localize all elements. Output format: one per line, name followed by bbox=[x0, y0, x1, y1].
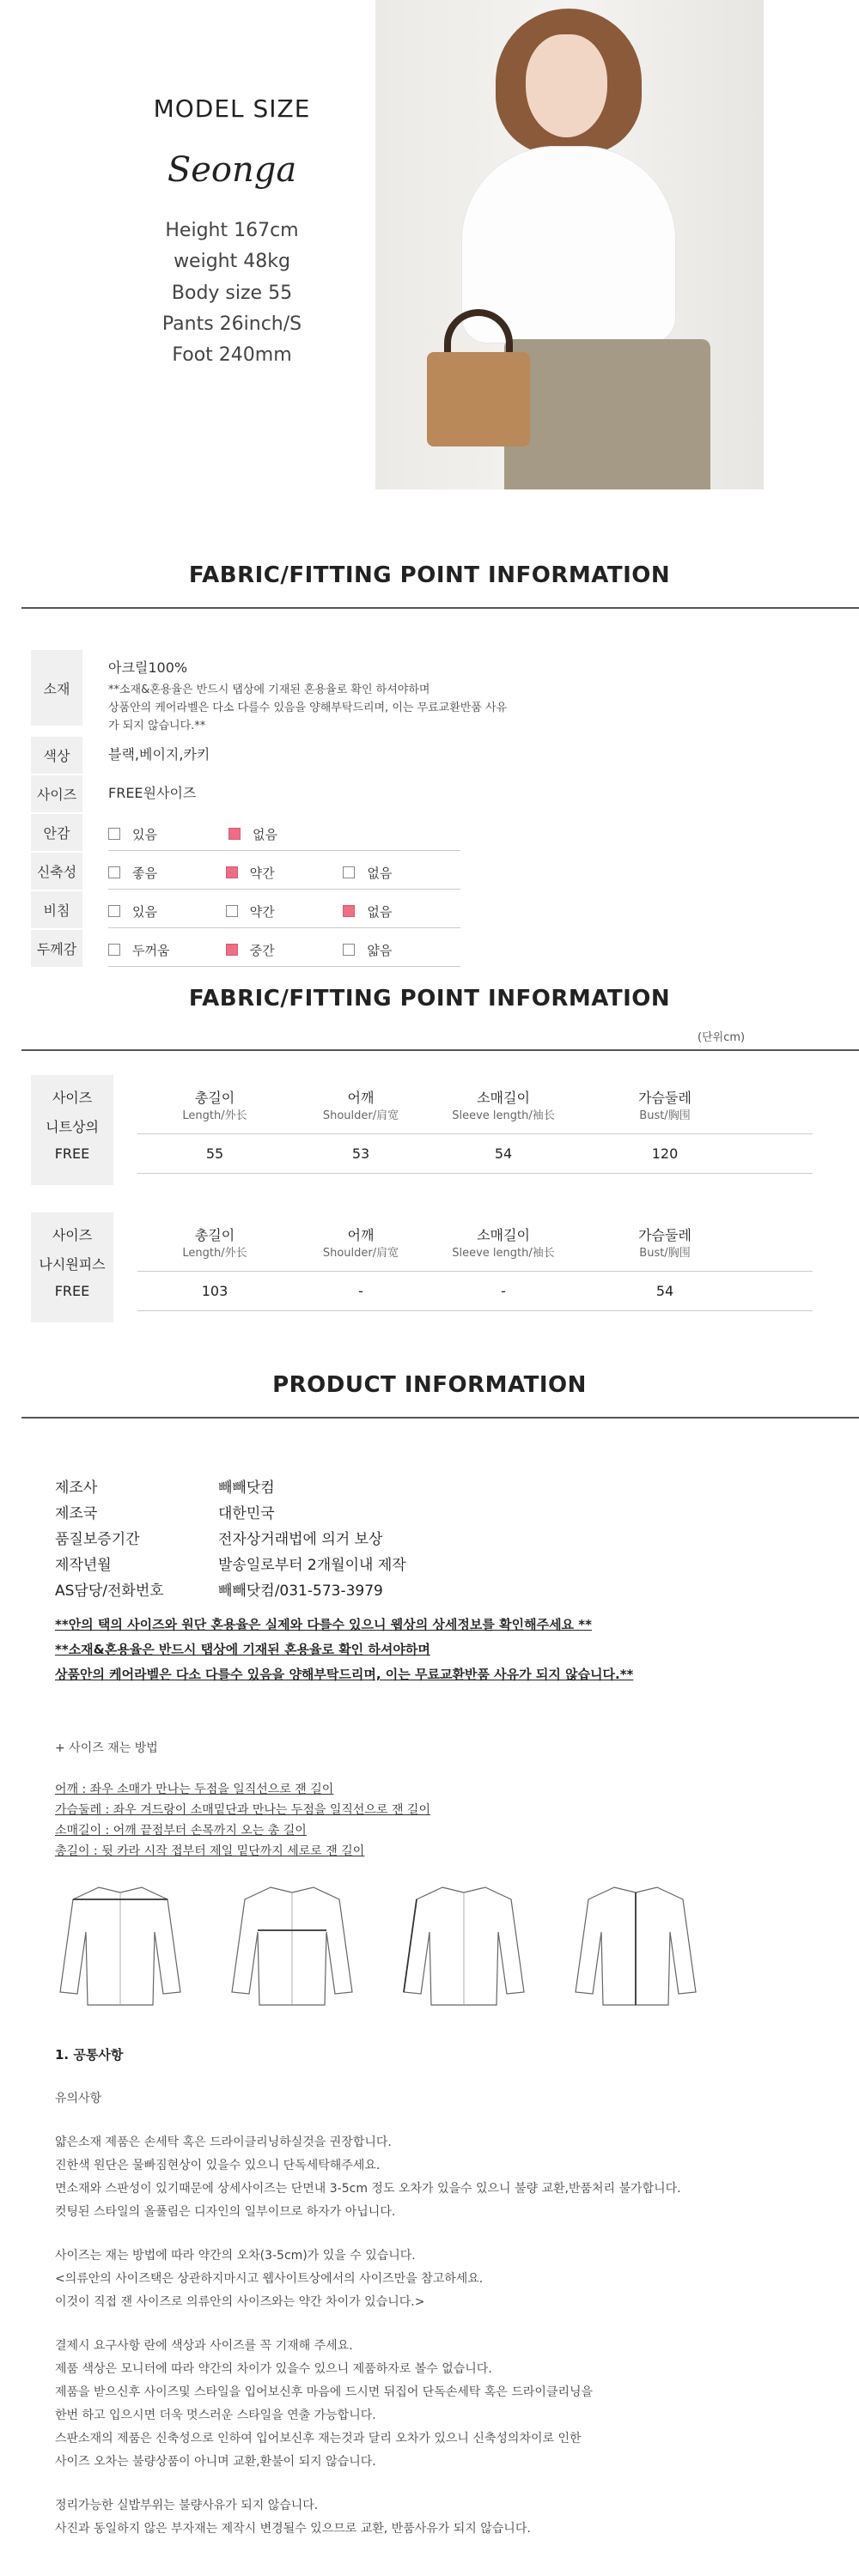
option[interactable]: 있음 bbox=[108, 823, 228, 845]
col-subheader: Sleeve length/袖长 bbox=[452, 1109, 555, 1122]
option[interactable]: 얇음 bbox=[343, 939, 460, 961]
unit-label: (단위cm) bbox=[698, 1031, 746, 1044]
option[interactable]: 두꺼움 bbox=[108, 939, 226, 961]
col-header: 가슴둘레 bbox=[638, 1227, 691, 1243]
fabric-row-lining: 안감 있음 없음 bbox=[31, 814, 512, 851]
notes-subheading: 유의사항 bbox=[55, 2092, 102, 2105]
size-value: 53 bbox=[351, 1145, 370, 1162]
model-stat: weight 48kg bbox=[174, 251, 290, 273]
checkbox[interactable] bbox=[226, 905, 238, 917]
col-subheader: Shoulder/肩宽 bbox=[322, 1109, 399, 1122]
size-value: - bbox=[358, 1283, 363, 1299]
checkbox[interactable] bbox=[108, 944, 120, 956]
option[interactable]: 좋음 bbox=[108, 861, 226, 884]
item-name: 나시원피스 bbox=[39, 1256, 106, 1273]
model-stat: Body size 55 bbox=[171, 282, 293, 304]
option[interactable]: 약간 bbox=[226, 861, 344, 884]
col-header: 소매길이 bbox=[477, 1227, 530, 1243]
size-label: 사이즈 bbox=[52, 1227, 93, 1243]
model-stat: Height 167cm bbox=[165, 220, 299, 241]
product-row: 품질보증기간 전자상거래법에 의거 보상 bbox=[55, 1531, 383, 1548]
model-section bbox=[0, 0, 859, 489]
fabric-label: 색상 bbox=[31, 737, 82, 774]
shirt-sleeve-diagram bbox=[395, 1880, 533, 2009]
size-value: 120 bbox=[651, 1145, 679, 1162]
size-table-dress bbox=[31, 1212, 813, 1322]
fabric-row-thickness: 두께감 두꺼움 중간 얇음 bbox=[31, 930, 512, 967]
col-subheader: Sleeve length/袖长 bbox=[452, 1247, 555, 1260]
fabric-row-sheer: 비침 있음 약간 없음 bbox=[31, 891, 512, 928]
model-info bbox=[69, 94, 395, 371]
col-subheader: Length/外长 bbox=[182, 1247, 247, 1260]
measure-guide-lines: 어깨 : 좌우 소매가 만나는 두점을 일직선으로 잰 길이 가슴둘레 : 좌우 겨드랑이 소매밑단과 만나는 두점을 일직선으로 잰 길이 소매길이 : 어깨 끝점부터 손목까지 오는 총 길이 총길이 : 뒷 카라 시작 접부터 제일 밑단까지 세로로 잰 길이 bbox=[55, 1783, 430, 1858]
checkbox-checked[interactable] bbox=[226, 866, 238, 878]
size-section-title: FABRIC/FITTING POINT INFORMATION bbox=[188, 986, 671, 1012]
measure-guide-title: + 사이즈 재는 방법 bbox=[55, 1741, 158, 1755]
col-header: 어깨 bbox=[347, 1227, 375, 1243]
fabric-row-material bbox=[31, 650, 512, 735]
fabric-label: 사이즈 bbox=[31, 775, 82, 812]
size-name: FREE bbox=[54, 1283, 90, 1299]
model-stat: Foot 240mm bbox=[172, 344, 292, 367]
col-header: 가슴둘레 bbox=[638, 1090, 691, 1106]
shirt-length-diagram bbox=[567, 1880, 704, 2009]
divider bbox=[21, 1417, 859, 1419]
col-subheader: Bust/胸围 bbox=[639, 1109, 691, 1122]
checkbox[interactable] bbox=[108, 828, 120, 840]
size-value: - bbox=[501, 1283, 506, 1299]
option[interactable]: 있음 bbox=[108, 900, 226, 922]
size-table-knit bbox=[31, 1075, 813, 1185]
option[interactable]: 중간 bbox=[226, 939, 344, 961]
color-value: 블랙,베이지,카키 bbox=[108, 746, 210, 763]
measure-diagrams bbox=[52, 1880, 704, 2009]
checkbox[interactable] bbox=[108, 905, 120, 917]
product-section-title: PRODUCT INFORMATION bbox=[272, 1372, 587, 1398]
item-name: 니트상의 bbox=[46, 1119, 99, 1135]
col-subheader: Length/外长 bbox=[182, 1109, 247, 1122]
model-photo bbox=[375, 0, 764, 489]
product-row: 제작년월 발송일로부터 2개월이내 제작 bbox=[55, 1557, 406, 1574]
fabric-label: 소재 bbox=[31, 650, 82, 726]
size-value: 103 bbox=[201, 1283, 228, 1299]
shirt-shoulder-diagram bbox=[52, 1880, 189, 2009]
col-header: 총길이 bbox=[194, 1227, 235, 1243]
material-note: **소재&혼용율은 반드시 탭상에 기재된 혼용율로 확인 하셔야하며 상품안의 케어라벨은 다소 다를수 있음을 양해부탁드리며, 이는 무료교환반품 사유가 되지 않습니다.** bbox=[108, 683, 508, 732]
option[interactable]: 없음 bbox=[343, 900, 460, 922]
model-title: MODEL SIZE bbox=[153, 94, 311, 123]
checkbox[interactable] bbox=[343, 944, 355, 956]
product-row: 제조국 대한민국 bbox=[55, 1505, 275, 1522]
fabric-row-color bbox=[31, 737, 512, 774]
size-value: 54 bbox=[494, 1145, 513, 1162]
fabric-row-size bbox=[31, 775, 512, 812]
size-name: FREE bbox=[54, 1145, 90, 1162]
col-subheader: Bust/胸围 bbox=[639, 1247, 691, 1260]
product-notice: **안의 택의 사이즈와 원단 혼용율은 실제와 다를수 있으니 웹상의 상세정보를 확인해주세요 ** **소재&혼용율은 반드시 탭상에 기재된 혼용율로 확인 하셔야하며 상품안의 케어라벨은 다소 다를수 있음을 양해부탁드리며, 이는 무료교환반품 사유가 되지 않습니다.** bbox=[55, 1617, 634, 1682]
col-header: 총길이 bbox=[194, 1090, 235, 1106]
fabric-table bbox=[31, 650, 512, 967]
divider bbox=[21, 607, 859, 609]
col-header: 소매길이 bbox=[477, 1090, 530, 1106]
checkbox-checked[interactable] bbox=[228, 828, 241, 840]
option[interactable]: 없음 bbox=[228, 823, 349, 845]
notes-heading: 1. 공통사항 bbox=[55, 2047, 124, 2063]
col-subheader: Shoulder/肩宽 bbox=[322, 1247, 399, 1260]
fabric-row-stretch: 신축성 좋음 약간 없음 bbox=[31, 853, 512, 890]
fabric-section-title: FABRIC/FITTING POINT INFORMATION bbox=[188, 562, 671, 588]
care-notes: 1. 공통사항 유의사항 얇은소재 제품은 손세탁 혹은 드라이클리닝하실것을 권장합니다. 진한색 원단은 물빠짐현상이 있을수 있으니 단독세탁해주세요. 면소재와 스판성이 있기때문에 상세사이즈는 단면내 3-5cm 정도 오차가 있을수 있으니 불량 교환,반품처리 불가합니다. 컷팅된 스타일의 올풀림은 디자인의 일부이므로 하자가 아닙니다. 사이즈는 재는 방법에 따라 약간의 오차(3-5cm)가 있을 수 있습니다. <의류안의 사이즈택은 상관하지마시고 웹사이트상에서의 사이즈만을 참고하세요. 이것이 직접 잰 사이즈로 의류안의 사이즈와는 약간 차이가 있습니다.> 결제시 요구사항 란에 색상과 사이즈를 꼭 기재해 주세요. 제품 색상은 모니터에 따라 약간의 차이가 있을수 있으니 제품하자로 볼수 없습니다. 제품을 받으신후 사이즈및 스타일을 입어보신후 마음에 드시면 뒤집어 단독손세탁 혹은 드라이클리닝을 한번 하고 입으시면 더욱 멋스러운 스타일을 연출 가능합니다. 스판소재의 제품은 신축성으로 인하여 입어보신후 재는것과 달리 오차가 있으니 신축성의차이로 인한 사이즈 오차는 불량상품이 아니며 교환,환불이 되지 않습니다. 정리가능한 실밥부위는 불량사유가 되지 않습니다. 사진과 동일하지 않은 부자재는 제작시 변경될수 있으므로 교환, 반품사유가 되지 않습니다. bbox=[55, 2044, 828, 2541]
checkbox-checked[interactable] bbox=[226, 944, 238, 956]
option[interactable]: 없음 bbox=[343, 861, 460, 884]
model-name: Seonga bbox=[167, 150, 297, 190]
checkbox[interactable] bbox=[343, 866, 355, 878]
checkbox[interactable] bbox=[108, 866, 120, 878]
material-value: 아크릴100% bbox=[108, 659, 188, 676]
checkbox-checked[interactable] bbox=[343, 905, 355, 917]
product-row: 제조사 빼빼닷컴 bbox=[55, 1479, 275, 1497]
product-row: AS담당/전화번호 빼빼닷컴/031-573-3979 bbox=[55, 1583, 383, 1600]
size-label: 사이즈 bbox=[52, 1090, 93, 1106]
size-value: 54 bbox=[655, 1283, 674, 1299]
option[interactable]: 약간 bbox=[226, 900, 344, 922]
model-stats bbox=[69, 216, 395, 371]
col-header: 어깨 bbox=[347, 1090, 375, 1106]
model-stat: Pants 26inch/S bbox=[161, 313, 302, 335]
shirt-bust-diagram bbox=[223, 1880, 361, 2009]
size-value: FREE원사이즈 bbox=[108, 785, 197, 802]
product-info-table bbox=[55, 1475, 656, 1604]
divider bbox=[21, 1049, 859, 1051]
size-value: 55 bbox=[205, 1145, 224, 1162]
